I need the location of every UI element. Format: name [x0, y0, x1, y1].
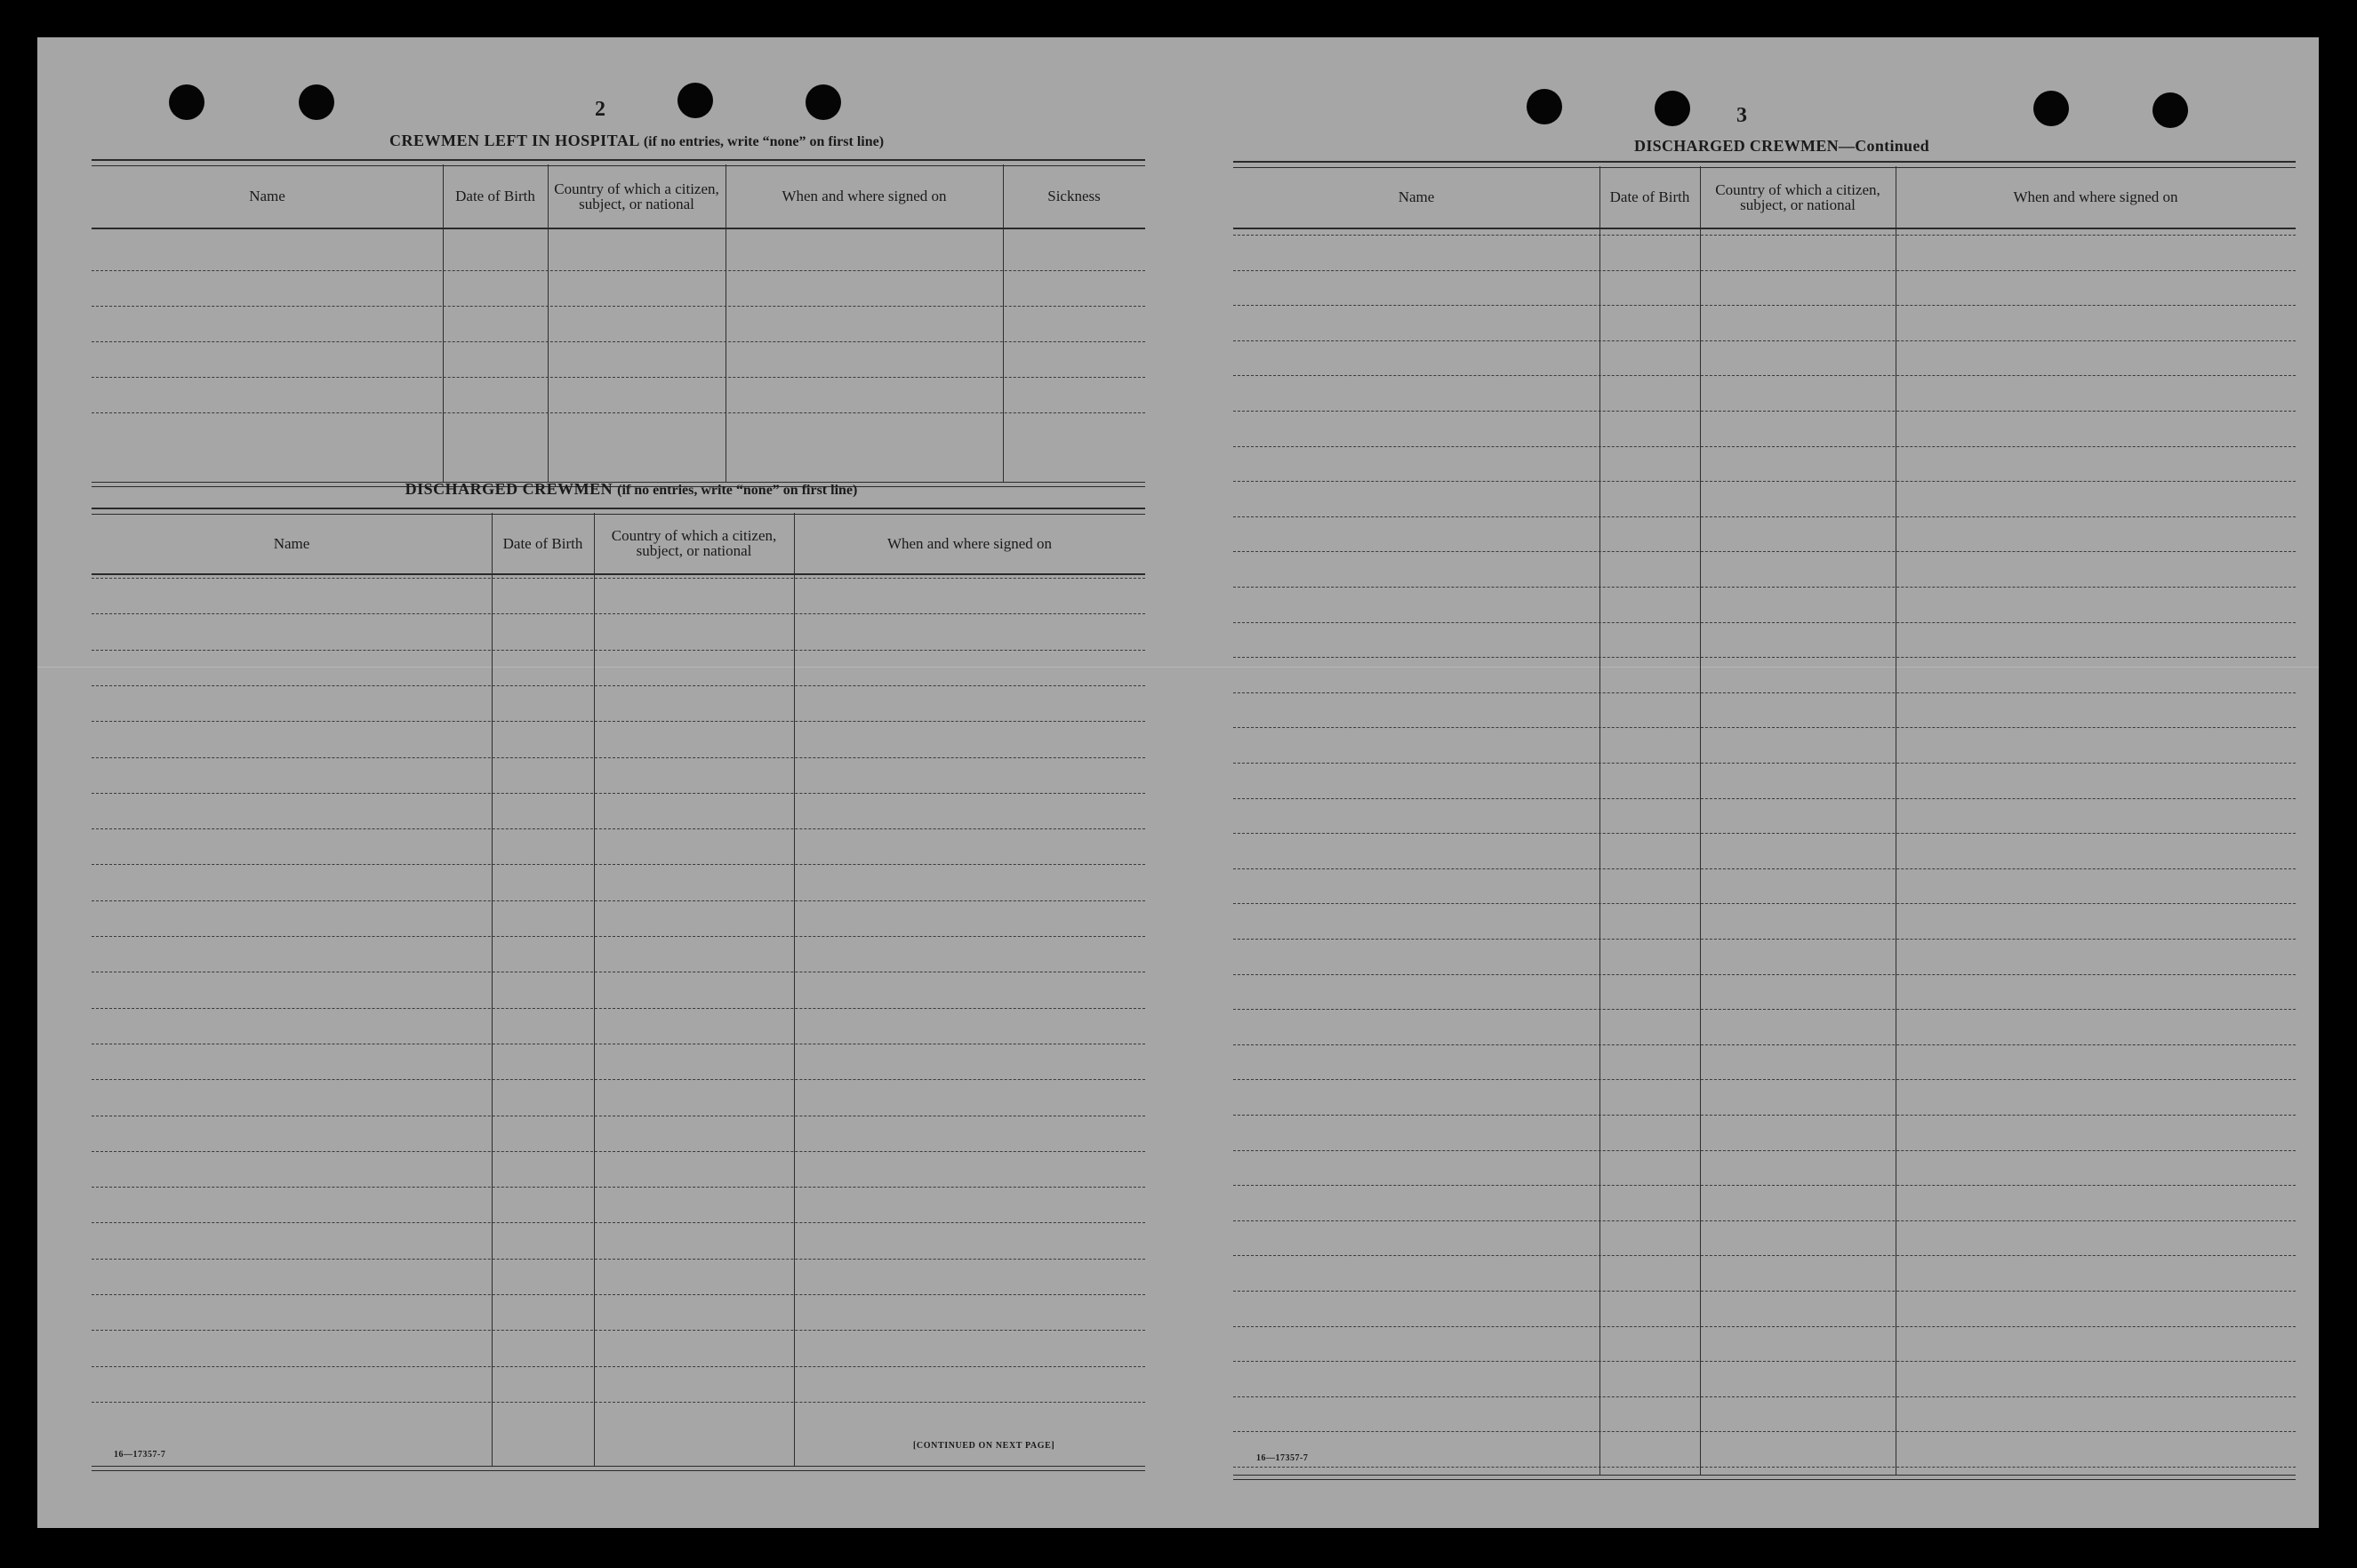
table-bottom-rule [1233, 1475, 2296, 1480]
page-number-left: 2 [595, 98, 605, 121]
punch-hole [677, 83, 713, 118]
punch-hole [2033, 91, 2069, 126]
column-header-label: Name [1398, 188, 1435, 205]
table-row-line [92, 793, 1145, 794]
table-row-line [1233, 1185, 2296, 1186]
table-row-line [1233, 833, 2296, 834]
column-header [1233, 168, 1599, 226]
column-header [1003, 166, 1145, 226]
table-row-line [92, 936, 1145, 937]
table-row-line [1233, 903, 2296, 904]
discharged-table [92, 508, 1145, 1476]
column-header-label: Country of which a citizen, subject, or national [1715, 180, 1880, 213]
table-row-line [1233, 1220, 2296, 1221]
table-row-line [1233, 868, 2296, 869]
table-column-rule [492, 513, 493, 1466]
table-row-line [1233, 798, 2296, 799]
table-column-rule [1599, 166, 1600, 1475]
punch-hole [169, 84, 204, 120]
table-row-line [1233, 622, 2296, 623]
table-row-line [92, 685, 1145, 686]
table-row-line [1233, 763, 2296, 764]
column-header [492, 515, 594, 572]
table-header-rule [1233, 228, 2296, 229]
table-row-line [92, 270, 1145, 271]
table-row-line [1233, 235, 2296, 236]
table-row-line [1233, 270, 2296, 271]
table-row-line [1233, 727, 2296, 728]
table-row-line [92, 1330, 1145, 1331]
table-row-line [1233, 481, 2296, 482]
column-header [726, 166, 1003, 226]
page-number-right: 3 [1736, 104, 1747, 127]
table-bottom-rule [92, 1466, 1145, 1471]
column-header [92, 515, 492, 572]
table-row-line [1233, 340, 2296, 341]
column-header [794, 515, 1145, 572]
table-row-line [1233, 1079, 2296, 1080]
table-row-line [92, 306, 1145, 307]
table-row-line [92, 757, 1145, 758]
table-row-line [1233, 411, 2296, 412]
table-row-line [92, 1366, 1145, 1367]
hospital-table [92, 159, 1145, 488]
table-row-line [1233, 939, 2296, 940]
table-row-line [92, 864, 1145, 865]
column-header [1700, 168, 1896, 226]
table-row-line [92, 1008, 1145, 1009]
table-row-line [1233, 974, 2296, 975]
punch-hole [1527, 89, 1562, 124]
punch-hole [299, 84, 334, 120]
table-column-rule [794, 513, 795, 1466]
column-header-label: Date of Birth [502, 534, 583, 552]
table-row-line [1233, 1396, 2296, 1397]
table-row-line [1233, 1115, 2296, 1116]
column-header-label: Country of which a citizen, subject, or national [554, 180, 719, 212]
table-row-line [1233, 692, 2296, 693]
table-row-line [92, 1222, 1145, 1223]
form-code-right: 16—17357-7 [1256, 1453, 1309, 1463]
discharged-section-title [405, 480, 858, 499]
hospital-section-title [389, 132, 884, 150]
column-header [1896, 168, 2296, 226]
table-row-line [1233, 1431, 2296, 1432]
column-header-label: When and where signed on [782, 188, 947, 204]
column-header-label: Country of which a citizen, subject, or national [611, 527, 777, 559]
discharged-continued-table [1233, 161, 2296, 1481]
table-row-line [92, 1402, 1145, 1403]
punch-hole [1655, 91, 1690, 126]
column-header-label: Sickness [1047, 188, 1101, 204]
table-row-line [92, 578, 1145, 579]
table-row-line [1233, 1150, 2296, 1151]
table-row-line [92, 828, 1145, 829]
table-row-line [92, 1294, 1145, 1295]
column-header [443, 166, 548, 226]
table-row-line [92, 341, 1145, 342]
discharged-title-text: DISCHARGED CREWMEN [405, 480, 613, 498]
column-header [1599, 168, 1700, 226]
table-row-line [1233, 305, 2296, 306]
table-row-line [92, 900, 1145, 901]
form-code-left: 16—17357-7 [114, 1450, 166, 1460]
table-row-line [1233, 1044, 2296, 1045]
table-row-line [92, 650, 1145, 651]
column-header [92, 166, 443, 226]
table-top-rule [92, 508, 1145, 515]
table-row-line [92, 613, 1145, 614]
table-row-line [92, 1079, 1145, 1080]
table-row-line [1233, 587, 2296, 588]
discharged-continued-title: DISCHARGED CREWMEN—Continued [1634, 137, 1929, 155]
table-column-rule [1700, 166, 1701, 1475]
column-header [594, 515, 794, 572]
column-header-label: Name [249, 188, 285, 204]
discharged-title-note: (if no entries, write “none” on first line) [617, 483, 858, 498]
table-row-line [92, 412, 1145, 413]
table-row-line [1233, 375, 2296, 376]
hospital-title-text: CREWMEN LEFT IN HOSPITAL [389, 132, 639, 149]
table-row-line [1233, 1361, 2296, 1362]
column-header-label: Date of Birth [1609, 188, 1690, 205]
column-header-label: When and where signed on [2013, 188, 2178, 205]
table-row-line [1233, 1291, 2296, 1292]
scanned-form-sheet [37, 37, 2319, 1528]
table-row-line [1233, 1255, 2296, 1256]
table-row-line [92, 1259, 1145, 1260]
table-row-line [1233, 551, 2296, 552]
column-header [548, 166, 726, 226]
table-row-line [1233, 1467, 2296, 1468]
punch-hole [2153, 92, 2188, 128]
table-row-line [1233, 657, 2296, 658]
column-header-label: Date of Birth [455, 188, 535, 204]
table-row-line [1233, 446, 2296, 447]
table-row-line [92, 377, 1145, 378]
column-header-label: Name [273, 534, 310, 552]
table-header-rule [92, 573, 1145, 575]
table-top-rule [1233, 161, 2296, 168]
table-row-line [92, 1187, 1145, 1188]
table-row-line [92, 721, 1145, 722]
table-top-rule [92, 159, 1145, 166]
table-row-line [1233, 516, 2296, 517]
hospital-title-note: (if no entries, write “none” on first line) [643, 134, 885, 149]
table-column-rule [594, 513, 595, 1466]
table-row-line [1233, 1326, 2296, 1327]
table-row-line [1233, 1009, 2296, 1010]
column-header-label: When and where signed on [886, 534, 1053, 552]
continued-note: [CONTINUED ON NEXT PAGE] [913, 1441, 1055, 1451]
table-header-rule [92, 228, 1145, 229]
punch-hole [806, 84, 841, 120]
table-row-line [92, 1151, 1145, 1152]
